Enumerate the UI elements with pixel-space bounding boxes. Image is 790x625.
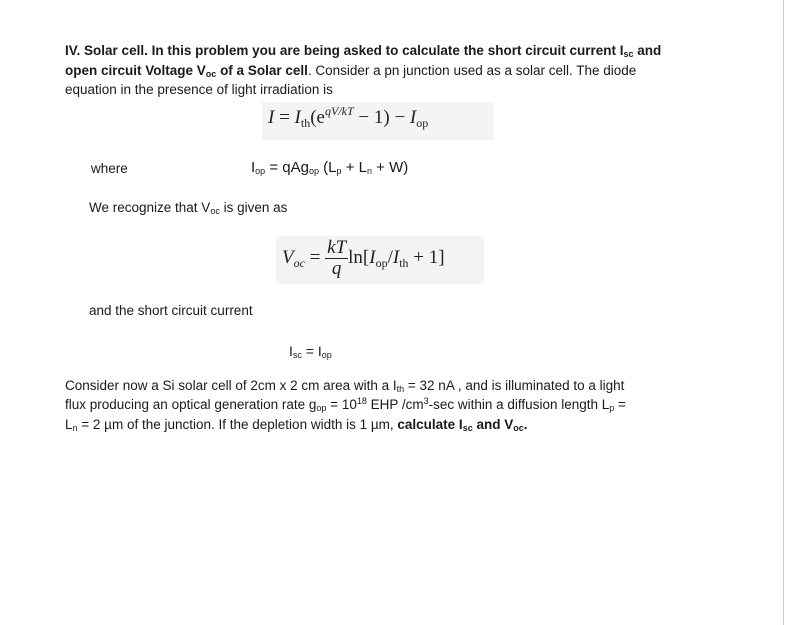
task-bold-text: calculate $I_{sc}$ and $V_{oc}$. [397, 417, 528, 433]
problem-intro-line-1 [65, 42, 661, 60]
problem-number: IV. [65, 43, 81, 58]
intro-bold-text: In this problem you are being asked to calculate the short circuit current $I_{sc}$ and [151, 43, 662, 59]
diode-equation: $I = I_{th}(e^{qV/kT} - 1) - I_{op}$ [268, 104, 429, 130]
isc-equation: $I_{sc} = I_{op}$ [289, 343, 332, 360]
given-line-3: $L_n = 2$ µm of the junction. If the depletion width is 1 µm, calculate $I_{sc}$ and $V_{oc}$. [65, 417, 528, 433]
where-label: where [91, 161, 128, 176]
voc-equation: $V_{oc}$ = $\frac{kT}{q}$ $\ln[I_{op}/I_{th} + 1]$ [282, 237, 445, 279]
short-circuit-text: and the short circuit current [89, 303, 253, 318]
problem-title: Solar cell. [84, 43, 148, 58]
iop-equation: $I_{op} = qAg_{op}$ $(L_p + L_n + W)$ [251, 159, 409, 176]
given-line-2: flux producing an optical generation rate $g_{op} = 10^{18}$ EHP $/cm^3-\sec$ within a diffusion length $L_p$ = [65, 396, 626, 413]
page-right-border [783, 0, 784, 625]
problem-intro-line-3: equation in the presence of light irradiation is [65, 82, 333, 97]
given-line-1: Consider now a Si solar cell of 2cm x 2 cm area with a $I_{th} = 32$ nA , and is illuminated to a light [65, 378, 625, 394]
voc-intro-text: We recognize that $V_{oc}$ is given as [89, 200, 288, 216]
problem-intro-line-2: open circuit Voltage $V_{oc}$ of a Solar cell. Consider a pn junction used as a solar cell. The diode [65, 63, 637, 79]
